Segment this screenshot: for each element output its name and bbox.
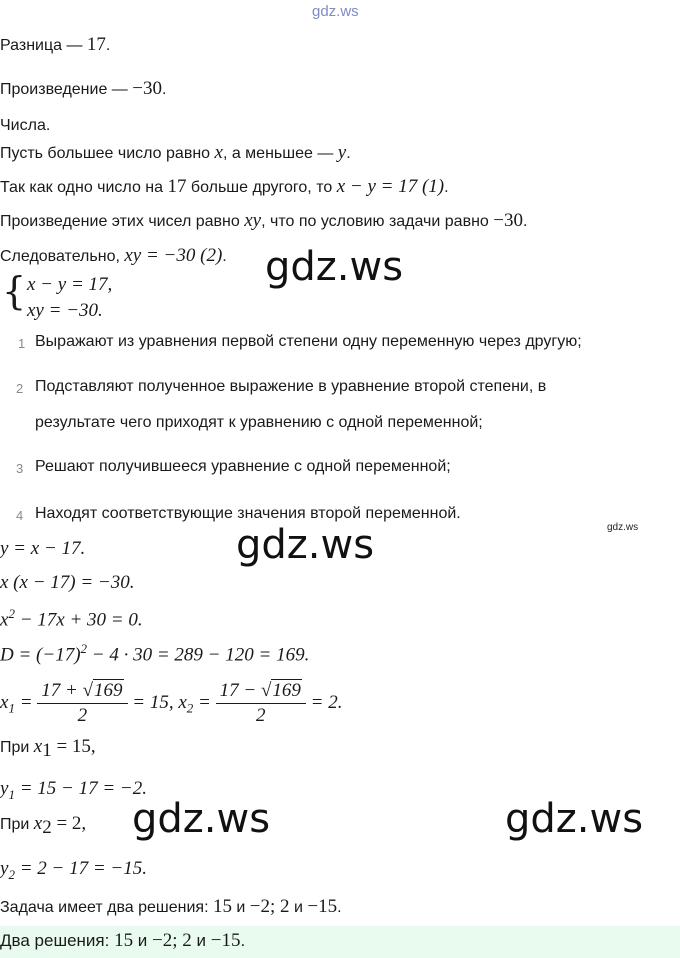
value: 2 xyxy=(280,896,290,917)
answer-line xyxy=(0,930,245,952)
value: 15 xyxy=(114,930,134,951)
text: и xyxy=(191,931,211,950)
text: Пусть большее число равно xyxy=(0,145,215,162)
separator: ; xyxy=(172,930,183,951)
period: . xyxy=(346,145,351,162)
text: и xyxy=(133,931,153,950)
numerator: 17 − xyxy=(219,680,261,701)
since-line xyxy=(0,176,449,198)
exponent: 2 xyxy=(8,606,15,621)
var-x: x xyxy=(33,813,43,834)
case-x2 xyxy=(0,813,86,839)
step-text: Находят соответствующие значения второй переменной. xyxy=(35,505,461,522)
radicand: 169 xyxy=(94,680,123,701)
watermark-big: gdz.ws xyxy=(505,796,644,842)
numbers-heading: Числа. xyxy=(0,117,51,134)
system-brace: { xyxy=(2,269,27,313)
quadratic-rest: − 17x + 30 = 0. xyxy=(14,609,143,631)
period: . xyxy=(240,931,246,950)
value: 2 xyxy=(182,930,192,951)
value: = 2 − 17 = −15. xyxy=(14,858,147,879)
answer-box xyxy=(0,926,680,958)
subscript: 2 xyxy=(8,866,15,882)
value: 17 xyxy=(167,176,187,197)
value: −15 xyxy=(210,930,241,951)
period: . xyxy=(105,37,111,54)
text: Так как одно число на xyxy=(0,179,168,196)
var-xy: xy xyxy=(244,210,262,231)
subscript: 1 xyxy=(42,740,52,762)
subscript: 2 xyxy=(42,817,52,839)
text: Задача имеет два решения: xyxy=(0,899,213,916)
product-label: Произведение — xyxy=(0,81,133,98)
var-y: y xyxy=(337,142,347,163)
denominator: 2 xyxy=(77,705,88,726)
exponent: 2 xyxy=(80,641,88,656)
step-number: 4 xyxy=(16,508,24,523)
watermark-big: gdz.ws xyxy=(236,522,375,568)
text: При xyxy=(0,739,34,756)
product-value: −30 xyxy=(132,78,162,99)
y1-result xyxy=(0,778,147,803)
text: , что по условию задачи равно xyxy=(261,213,494,230)
conclusion-line xyxy=(0,896,342,918)
var-y: y xyxy=(0,858,9,879)
step-text: Выражают из уравнения первой степени одну переменную через другую; xyxy=(35,333,582,350)
numerator: 17 + xyxy=(41,680,83,701)
value: −2 xyxy=(249,896,271,917)
equals: = xyxy=(14,691,33,713)
var-x: x xyxy=(33,736,43,757)
roots-formula xyxy=(0,680,342,727)
subscript: 1 xyxy=(8,700,15,716)
watermark-top: gdz.ws xyxy=(312,3,359,20)
denominator: 2 xyxy=(256,705,266,726)
step-text: Решают получившееся уравнение с одной переменной; xyxy=(35,458,451,475)
text: , а меньшее — xyxy=(222,145,338,162)
quadratic-equation xyxy=(0,606,143,631)
value: −30 xyxy=(493,210,523,231)
period: . xyxy=(444,179,449,196)
difference-label: Разница — xyxy=(0,37,87,54)
separator: ; xyxy=(270,896,281,917)
value: 15 xyxy=(212,896,232,917)
watermark-big: gdz.ws xyxy=(132,796,271,842)
value: = 2, xyxy=(51,813,87,834)
equals: = xyxy=(193,691,211,713)
disc-rest: − 4 · 30 = 289 − 120 = 169. xyxy=(87,644,310,666)
period: . xyxy=(161,81,167,98)
disc-lhs: D = (−17) xyxy=(0,644,81,666)
period: . xyxy=(222,248,227,265)
let-line xyxy=(0,142,351,164)
var-x: x xyxy=(214,142,223,163)
text: и xyxy=(231,899,250,916)
period: . xyxy=(522,213,528,230)
y2-result xyxy=(0,858,147,883)
value: = 15, xyxy=(51,736,96,757)
text: Произведение этих чисел равно xyxy=(0,213,245,230)
hence-line xyxy=(0,245,227,267)
text: При xyxy=(0,816,34,833)
equation-2: xy = −30 (2) xyxy=(124,245,223,266)
step-number: 1 xyxy=(18,336,26,351)
var-x: x xyxy=(0,609,9,631)
var-y: y xyxy=(0,778,9,799)
x1-fraction: $\frac{17 + √169}{2}$ xyxy=(37,680,127,727)
period: . xyxy=(337,899,342,916)
substitution: x (x − 17) = −30. xyxy=(0,572,135,593)
step-text-continued: результате чего приходят к уравнению с одной переменной; xyxy=(35,414,483,431)
answer-label: Два решения: xyxy=(0,931,115,950)
var-x: x xyxy=(0,691,9,713)
product-line xyxy=(0,78,166,100)
discriminant xyxy=(0,641,309,666)
watermark-big: gdz.ws xyxy=(265,244,404,290)
x1-result: = 15, x xyxy=(127,691,187,713)
value: −2 xyxy=(152,930,173,951)
equation-1: x − y = 17 (1) xyxy=(336,176,445,197)
text: и xyxy=(289,899,308,916)
step-number: 3 xyxy=(16,461,24,476)
text: Следовательно, xyxy=(0,248,125,265)
difference-line xyxy=(0,34,110,56)
watermark-small: gdz.ws xyxy=(607,522,639,533)
value: = 15 − 17 = −2. xyxy=(14,778,147,799)
system-eq2: xy = −30. xyxy=(27,300,103,321)
difference-value: 17 xyxy=(86,34,106,55)
subscript: 2 xyxy=(186,700,194,716)
product-equals-line xyxy=(0,210,527,232)
step-number: 2 xyxy=(16,381,24,396)
y-expression: y = x − 17. xyxy=(0,538,86,559)
value: −15 xyxy=(307,896,338,917)
text: больше другого, то xyxy=(186,179,337,196)
step-text: Подставляют полученное выражение в уравнение второй степени, в xyxy=(35,378,547,395)
radicand: 169 xyxy=(272,680,301,701)
x2-fraction: $\frac{17 - √169}{2}$ xyxy=(216,680,306,727)
x2-result: = 2. xyxy=(305,691,343,713)
system-eq1: x − y = 17, xyxy=(27,274,113,295)
case-x1 xyxy=(0,736,96,762)
subscript: 1 xyxy=(8,786,15,802)
